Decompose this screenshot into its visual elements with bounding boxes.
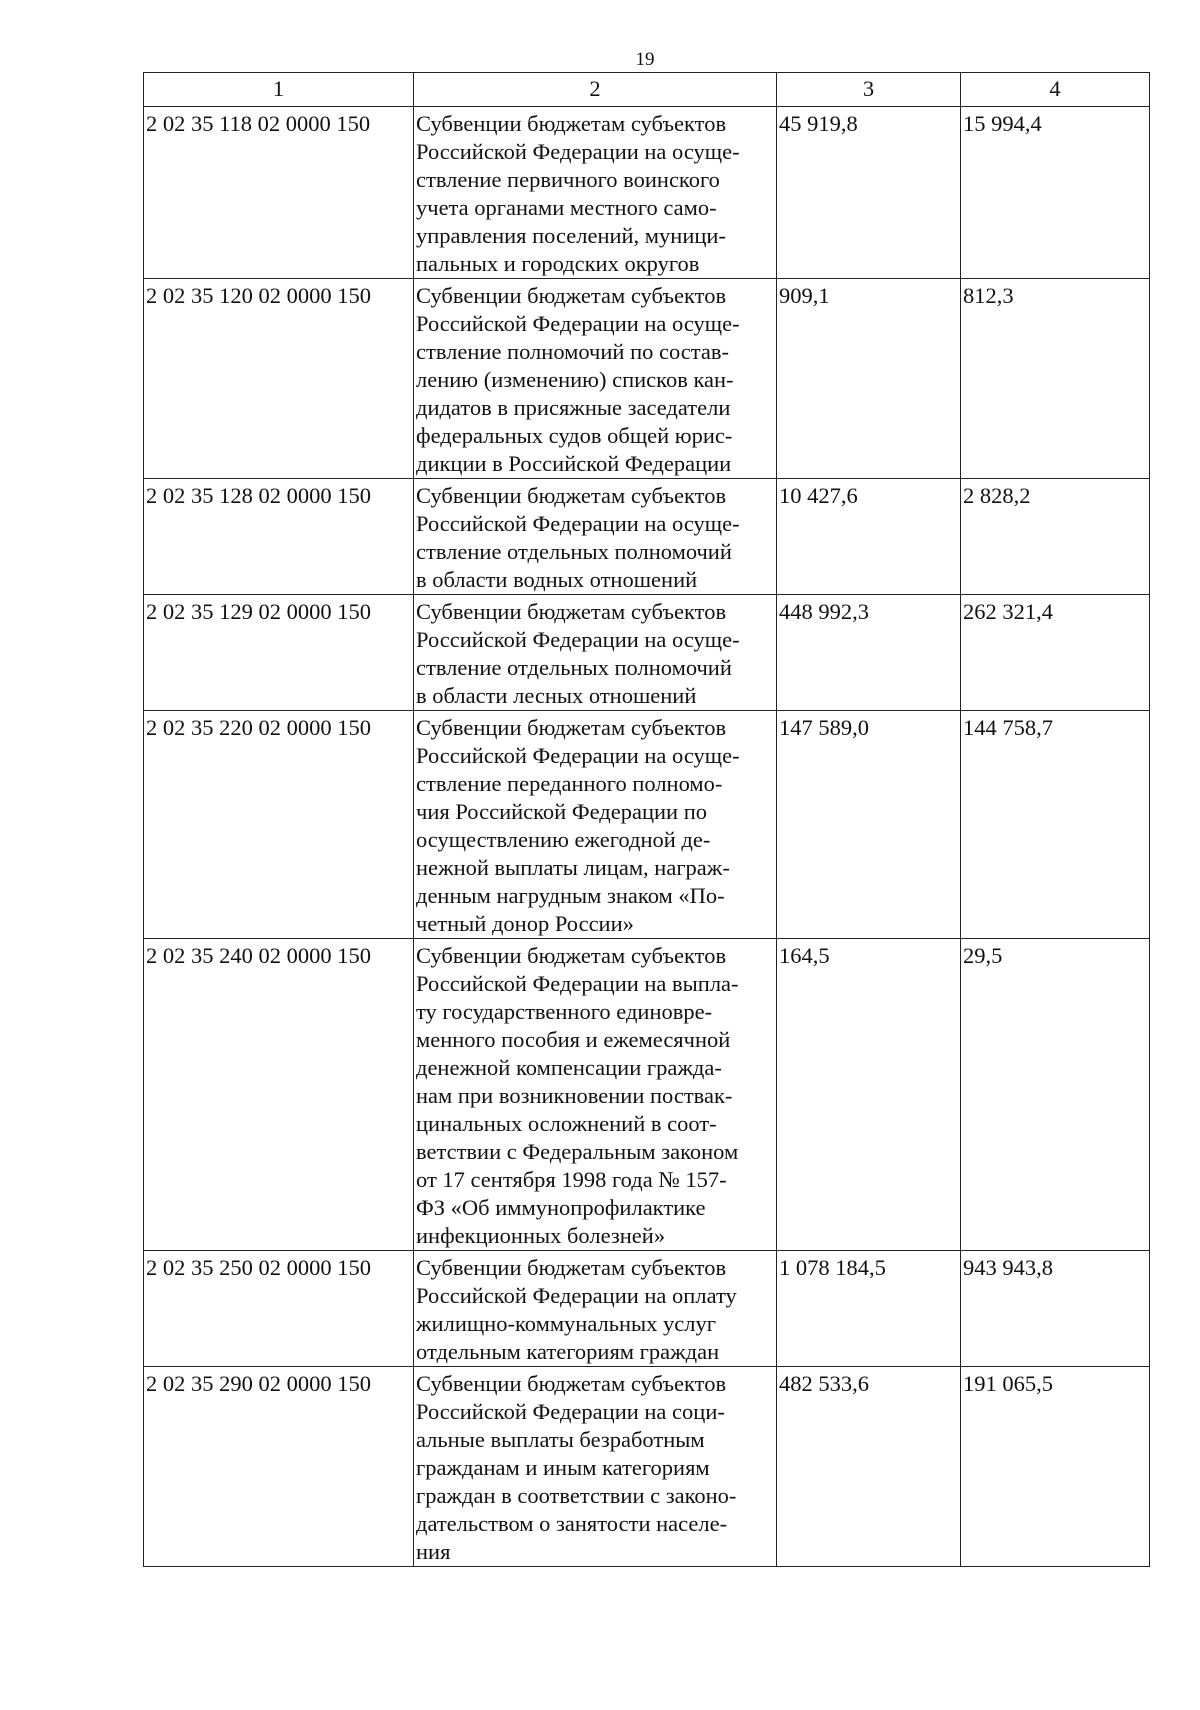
description-cell xyxy=(414,595,777,711)
description-line: Субвенции бюджетам субъектов xyxy=(416,943,727,968)
description-line: Субвенции бюджетам субъектов xyxy=(416,1371,727,1396)
table-header-row xyxy=(144,73,1150,107)
column-header: 3 xyxy=(777,73,961,107)
description-line: ствление отдельных полномочий xyxy=(416,539,732,564)
budget-code-cell: 2 02 35 118 02 0000 150 xyxy=(144,107,414,279)
description-line: Российской Федерации на осуще- xyxy=(416,743,740,768)
budget-code-cell: 2 02 35 240 02 0000 150 xyxy=(144,939,414,1251)
table-row xyxy=(144,479,1150,595)
amount-col4-cell: 2 828,2 xyxy=(961,479,1150,595)
description-line: в области лесных отношений xyxy=(416,683,697,708)
description-cell xyxy=(414,279,777,479)
description-line: инфекционных болезней» xyxy=(416,1223,666,1248)
description-line: ветствии с Федеральным законом xyxy=(416,1139,739,1164)
amount-col3-cell: 10 427,6 xyxy=(777,479,961,595)
description-line: ния xyxy=(416,1539,451,1564)
description-line: отдельным категориям граждан xyxy=(416,1339,720,1364)
amount-col4-cell: 144 758,7 xyxy=(961,711,1150,939)
description-line: ФЗ «Об иммунопрофилактике xyxy=(416,1195,706,1220)
budget-code-cell: 2 02 35 120 02 0000 150 xyxy=(144,279,414,479)
description-line: ствление первичного воинского xyxy=(416,167,720,192)
description-line: в области водных отношений xyxy=(416,567,698,592)
description-line: граждан в соответствии с законо- xyxy=(416,1483,737,1508)
budget-code-cell: 2 02 35 128 02 0000 150 xyxy=(144,479,414,595)
table-row xyxy=(144,279,1150,479)
budget-table xyxy=(143,72,1150,1567)
amount-col4-cell: 15 994,4 xyxy=(961,107,1150,279)
description-line: федеральных судов общей юрис- xyxy=(416,423,733,448)
description-line: ствление полномочий по состав- xyxy=(416,339,729,364)
amount-col3-cell: 1 078 184,5 xyxy=(777,1251,961,1367)
amount-col3-cell: 45 919,8 xyxy=(777,107,961,279)
budget-code-cell: 2 02 35 290 02 0000 150 xyxy=(144,1367,414,1567)
page-number: 19 xyxy=(635,49,655,70)
description-line: осуществлению ежегодной де- xyxy=(416,827,711,852)
description-cell xyxy=(414,1251,777,1367)
amount-col4-cell: 29,5 xyxy=(961,939,1150,1251)
description-line: управления поселений, муници- xyxy=(416,223,726,248)
budget-code-cell: 2 02 35 220 02 0000 150 xyxy=(144,711,414,939)
description-line: учета органами местного само- xyxy=(416,195,717,220)
description-line: нежной выплаты лицам, награж- xyxy=(416,855,730,880)
description-cell xyxy=(414,711,777,939)
description-line: пальных и городских округов xyxy=(416,251,700,276)
description-line: цинальных осложнений в соот- xyxy=(416,1111,717,1136)
description-line: ствление отдельных полномочий xyxy=(416,655,732,680)
description-cell xyxy=(414,479,777,595)
description-line: жилищно-коммунальных услуг xyxy=(416,1311,716,1336)
description-line: альные выплаты безработным xyxy=(416,1427,705,1452)
description-line: дидатов в присяжные заседатели xyxy=(416,395,731,420)
description-line: гражданам и иным категориям xyxy=(416,1455,710,1480)
table-row xyxy=(144,595,1150,711)
description-line: Российской Федерации на соци- xyxy=(416,1399,725,1424)
description-line: четный донор России» xyxy=(416,911,634,936)
description-line: Российской Федерации на осуще- xyxy=(416,627,740,652)
amount-col3-cell: 147 589,0 xyxy=(777,711,961,939)
description-cell xyxy=(414,107,777,279)
table-row xyxy=(144,939,1150,1251)
description-line: Субвенции бюджетам субъектов xyxy=(416,599,727,624)
table-row xyxy=(144,107,1150,279)
column-header: 1 xyxy=(144,73,414,107)
description-line: Субвенции бюджетам субъектов xyxy=(416,283,727,308)
description-line: Субвенции бюджетам субъектов xyxy=(416,483,727,508)
amount-col4-cell: 262 321,4 xyxy=(961,595,1150,711)
table-row xyxy=(144,711,1150,939)
description-line: Российской Федерации на выпла- xyxy=(416,971,739,996)
description-cell xyxy=(414,939,777,1251)
budget-code-cell: 2 02 35 129 02 0000 150 xyxy=(144,595,414,711)
description-line: денежной компенсации гражда- xyxy=(416,1055,722,1080)
budget-code-cell: 2 02 35 250 02 0000 150 xyxy=(144,1251,414,1367)
amount-col4-cell: 812,3 xyxy=(961,279,1150,479)
column-header: 4 xyxy=(961,73,1150,107)
description-line: Субвенции бюджетам субъектов xyxy=(416,111,727,136)
table-row xyxy=(144,1367,1150,1567)
amount-col4-cell: 191 065,5 xyxy=(961,1367,1150,1567)
description-line: Субвенции бюджетам субъектов xyxy=(416,1255,727,1280)
column-header: 2 xyxy=(414,73,777,107)
description-line: Российской Федерации на оплату xyxy=(416,1283,737,1308)
description-cell xyxy=(414,1367,777,1567)
description-line: ту государственного единовре- xyxy=(416,999,713,1024)
description-line: дательством о занятости населе- xyxy=(416,1511,728,1536)
description-line: лению (изменению) списков кан- xyxy=(416,367,734,392)
amount-col3-cell: 448 992,3 xyxy=(777,595,961,711)
description-line: Российской Федерации на осуще- xyxy=(416,139,740,164)
description-line: нам при возникновении поствак- xyxy=(416,1083,733,1108)
table-body xyxy=(144,73,1150,1567)
description-line: дикции в Российской Федерации xyxy=(416,451,732,476)
amount-col3-cell: 909,1 xyxy=(777,279,961,479)
description-line: менного пособия и ежемесячной xyxy=(416,1027,731,1052)
amount-col3-cell: 164,5 xyxy=(777,939,961,1251)
table-row xyxy=(144,1251,1150,1367)
description-line: Российской Федерации на осуще- xyxy=(416,511,740,536)
description-line: чия Российской Федерации по xyxy=(416,799,708,824)
description-line: ствление переданного полномо- xyxy=(416,771,723,796)
description-line: денным нагрудным знаком «По- xyxy=(416,883,725,908)
description-line: от 17 сентября 1998 года № 157- xyxy=(416,1167,727,1192)
amount-col3-cell: 482 533,6 xyxy=(777,1367,961,1567)
description-line: Российской Федерации на осуще- xyxy=(416,311,740,336)
amount-col4-cell: 943 943,8 xyxy=(961,1251,1150,1367)
description-line: Субвенции бюджетам субъектов xyxy=(416,715,727,740)
